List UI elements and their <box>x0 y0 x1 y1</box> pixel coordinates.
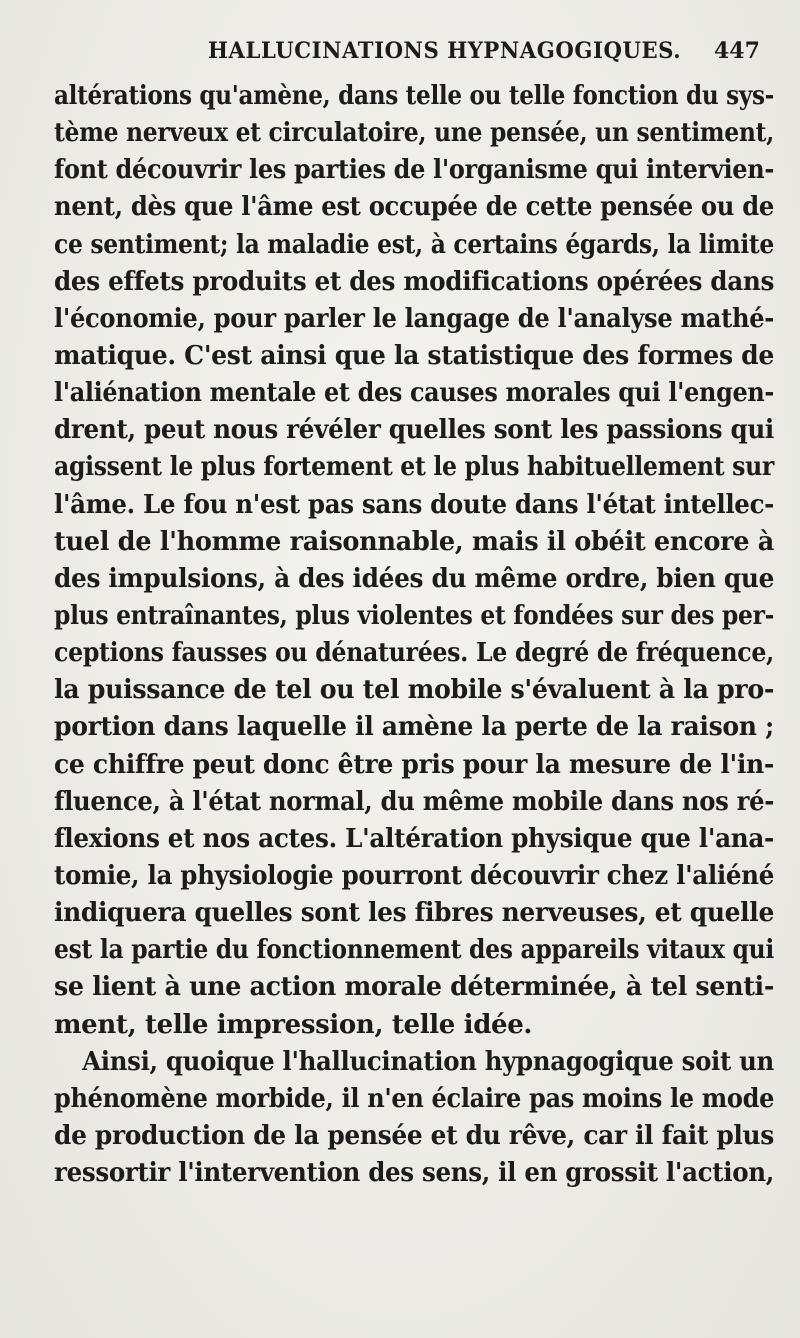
text-line: des effets produits et des modifications opérées dans <box>54 266 775 297</box>
text-line: se lient à une action morale déterminée, à tel senti- <box>54 972 775 1003</box>
text-line: matique. C'est ainsi que la statistique des formes de <box>54 340 775 371</box>
text-line: ceptions fausses ou dénaturées. Le degré de fréquence, <box>54 638 774 669</box>
text-line: ce sentiment; la maladie est, à certains égards, la limite <box>54 229 775 260</box>
text-line: fluence, à l'état normal, du même mobile dans nos ré- <box>54 786 775 817</box>
text-line: plus entraînantes, plus violentes et fondées sur des per- <box>54 600 775 631</box>
text-line: est la partie du fonctionnement des appareils vitaux qui <box>54 935 774 966</box>
text-line: ce chiffre peut donc être pris pour la mesure de l'in- <box>54 749 774 780</box>
text-line: tuel de l'homme raisonnable, mais il obéit encore à <box>54 526 775 557</box>
text-line: l'économie, pour parler le langage de l'analyse mathé- <box>54 303 774 334</box>
text-line: de production de la pensée et du rêve, car il fait plus <box>54 1120 774 1151</box>
page-header <box>0 38 800 70</box>
text-line: tème nerveux et circulatoire, une pensée, un sentiment, <box>54 118 775 149</box>
text-line: nent, dès que l'âme est occupée de cette pensée ou de <box>54 192 774 223</box>
text-line: altérations qu'amène, dans telle ou telle fonction du sys- <box>54 81 774 111</box>
page-number: 447 <box>714 38 760 64</box>
text-line: ressortir l'intervention des sens, il en grossit l'action, <box>54 1158 774 1189</box>
text-line: flexions et nos actes. L'altération physique que l'ana- <box>54 823 774 854</box>
text-line: portion dans laquelle il amène la perte de la raison ; <box>54 712 774 743</box>
text-line: l'aliénation mentale et des causes morales qui l'engen- <box>54 378 775 409</box>
running-title: HALLUCINATIONS HYPNAGOGIQUES. <box>208 38 682 64</box>
text-line: font découvrir les parties de l'organisme qui intervien- <box>54 155 774 186</box>
text-line: drent, peut nous révéler quelles sont les passions qui <box>54 415 774 446</box>
text-line: l'âme. Le fou n'est pas sans doute dans l'état intellec- <box>54 489 775 520</box>
body-text <box>54 78 774 1192</box>
text-line: tomie, la physiologie pourront découvrir chez l'aliéné <box>54 860 774 891</box>
text-line: agissent le plus fortement et le plus habituellement sur <box>54 452 775 483</box>
text-line: des impulsions, à des idées du même ordre, bien que <box>54 563 775 594</box>
text-line: indiquera quelles sont les fibres nerveuses, et quelle <box>54 898 774 929</box>
paragraph-start-line: Ainsi, quoique l'hallucination hypnagogique soit un <box>82 1046 774 1077</box>
text-line: la puissance de tel ou tel mobile s'évaluent à la pro- <box>54 675 775 706</box>
text-line: phénomène morbide, il n'en éclaire pas moins le mode <box>54 1083 775 1114</box>
text-line: ment, telle impression, telle idée. <box>54 1009 533 1040</box>
